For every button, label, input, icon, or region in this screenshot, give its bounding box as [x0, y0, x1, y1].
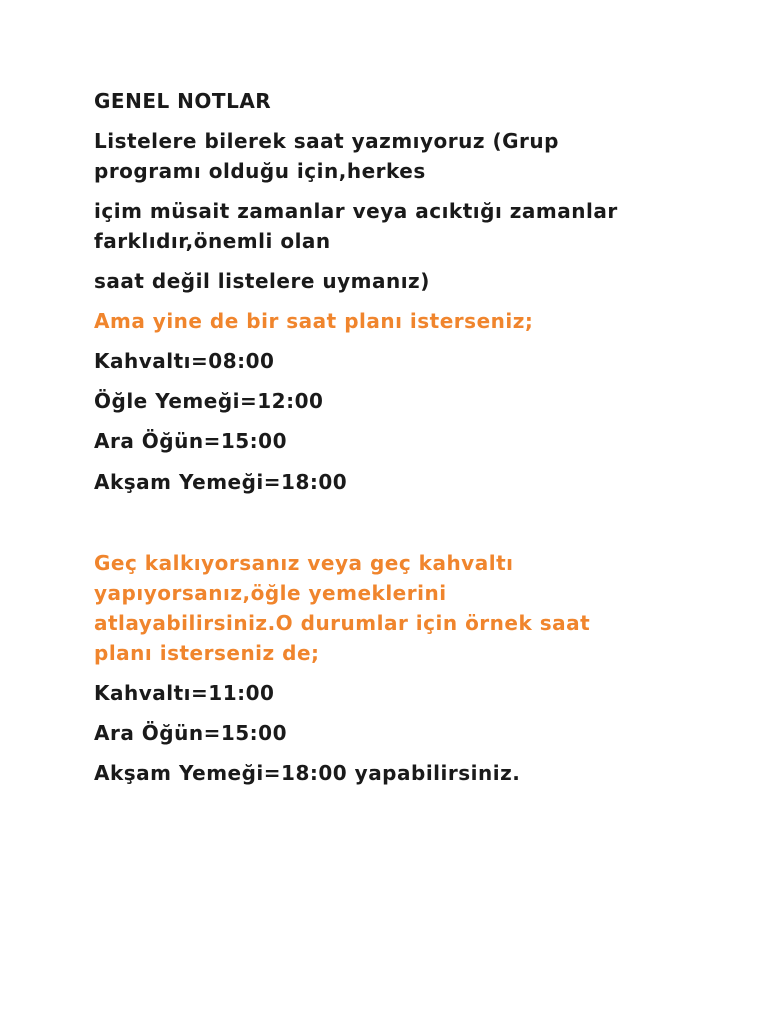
intro-line: saat değil listelere uymanız)	[94, 269, 430, 293]
meal-time-dinner: Akşam Yemeği=18:00	[94, 470, 348, 494]
meal-time-dinner-late: Akşam Yemeği=18:00 yapabilirsiniz.	[94, 761, 521, 785]
late-note-line: Geç kalkıyorsanız veya geç kahvaltı	[94, 551, 514, 575]
late-note-line: planı isterseniz de;	[94, 641, 320, 665]
meal-time-breakfast: Kahvaltı=08:00	[94, 349, 275, 373]
meal-time-snack: Ara Öğün=15:00	[94, 429, 288, 453]
meal-time-snack-late: Ara Öğün=15:00	[94, 721, 288, 745]
intro-line: farklıdır,önemli olan	[94, 229, 331, 253]
intro-line: içim müsait zamanlar veya acıktığı zamanlar	[94, 199, 618, 223]
plan-intro: Ama yine de bir saat planı isterseniz;	[94, 309, 534, 333]
meal-time-breakfast-late: Kahvaltı=11:00	[94, 681, 275, 705]
late-note-line: yapıyorsanız,öğle yemeklerini	[94, 581, 447, 605]
intro-line: programı olduğu için,herkes	[94, 159, 426, 183]
intro-line: Listelere bilerek saat yazmıyoruz (Grup	[94, 129, 559, 153]
late-note-line: atlayabilirsiniz.O durumlar için örnek saat	[94, 611, 591, 635]
page-heading: GENEL NOTLAR	[94, 89, 272, 113]
meal-time-lunch: Öğle Yemeği=12:00	[94, 389, 324, 413]
